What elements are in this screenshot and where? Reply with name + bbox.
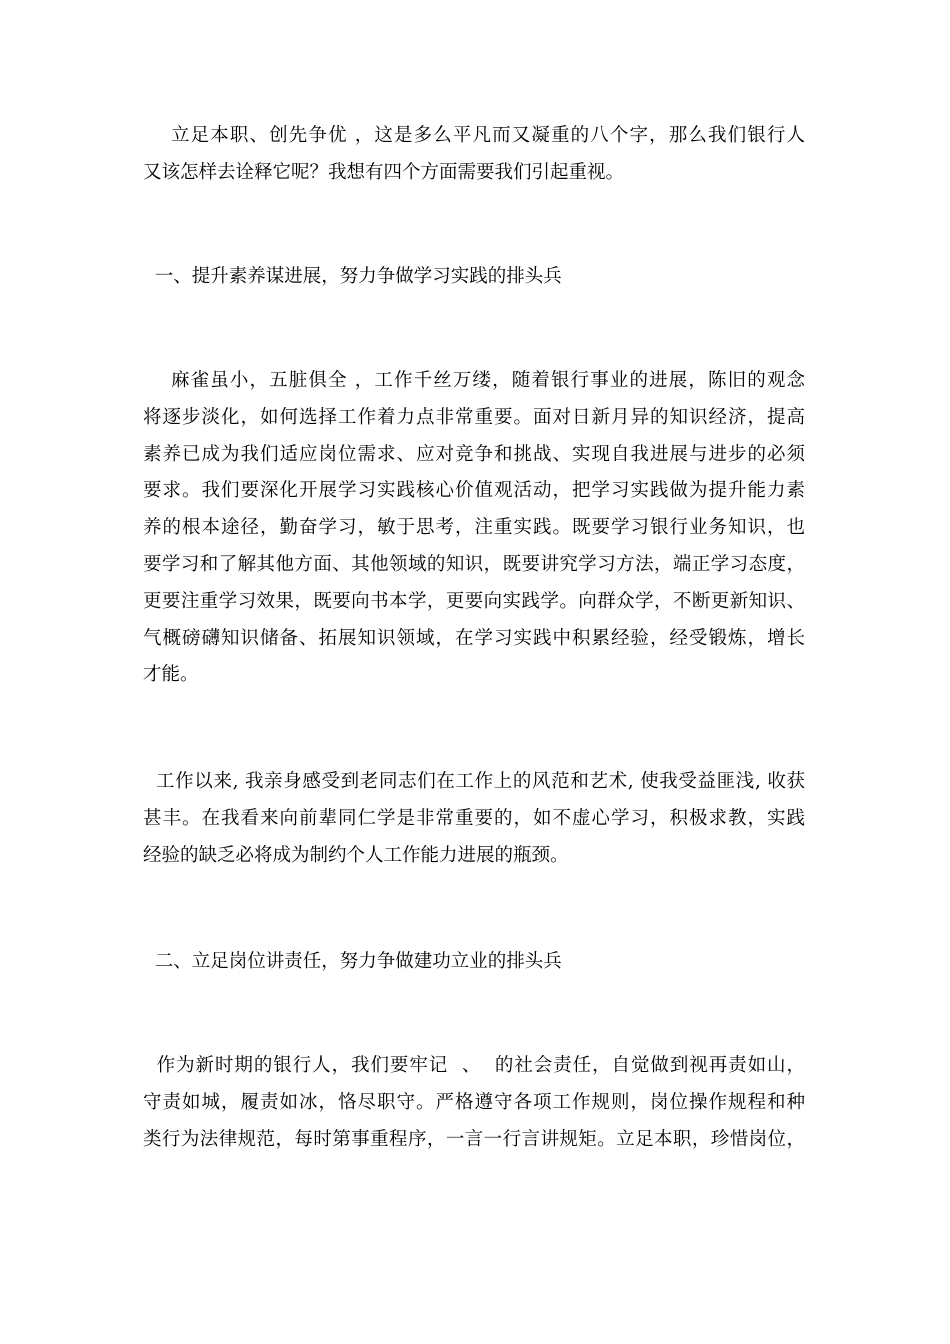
section2-paragraph-1 <box>143 1048 805 1158</box>
section2-heading <box>143 944 805 981</box>
section1-para1-line-3: 素养已成为我们适应岗位需求、应对竞争和挑战、实现自我进展与进步的必须 <box>143 443 805 465</box>
section1-paragraph-2 <box>143 764 805 874</box>
section1-para2-line-3: 经验的缺乏必将成为制约个人工作能力进展的瓶颈。 <box>143 844 569 866</box>
section1-para1-line-1: 麻雀虽小，五脏俱全 ，工作千丝万缕，随着银行事业的进展，陈旧的观念 <box>143 370 805 391</box>
section1-para1-line-9: 才能。 <box>143 664 199 686</box>
section1-para2-line-2: 甚丰。在我看来向前辈同仁学是非常重要的，如不虚心学习，积极求教，实践 <box>143 807 805 829</box>
section1-heading-text: 一、提升素养谋进展，努力争做学习实践的排头兵 <box>143 266 562 287</box>
section1-para1-line-2: 将逐步淡化，如何选择工作着力点非常重要。面对日新月异的知识经济，提高 <box>143 406 805 428</box>
section2-para1-line-3: 类行为法律规范，每时第事重程序，一言一行言讲规矩。立足本职，珍惜岗位， <box>143 1128 805 1150</box>
section1-para1-line-4: 要求。我们要深化开展学习实践核心价值观活动，把学习实践做为提升能力素 <box>143 480 805 502</box>
section1-heading <box>143 259 805 296</box>
section2-para1-line-1: 作为新时期的银行人，我们要牢记 、 的社会责任，自觉做到视再责如山， <box>143 1055 805 1076</box>
intro-paragraph <box>143 118 805 192</box>
section1-para1-line-7: 更要注重学习效果，既要向书本学，更要向实践学。向群众学，不断更新知识、 <box>143 590 805 612</box>
section2-heading-text: 二、立足岗位讲责任，努力争做建功立业的排头兵 <box>143 951 562 972</box>
section1-paragraph-1 <box>143 363 805 694</box>
section1-para2-line-1: 工作以来, 我亲身感受到老同志们在工作上的风范和艺术, 使我受益匪浅, 收获 <box>143 771 805 792</box>
section1-para1-line-5: 养的根本途径，勤奋学习，敏于思考，注重实践。既要学习银行业务知识，也 <box>143 517 805 539</box>
intro-line-2: 又该怎样去诠释它呢？我想有四个方面需要我们引起重视。 <box>143 161 625 183</box>
section1-para1-line-8: 气概磅礴知识储备、拓展知识领域，在学习实践中积累经验，经受锻炼，增长 <box>143 627 805 649</box>
section1-para1-line-6: 要学习和了解其他方面、其他领域的知识，既要讲究学习方法，端正学习态度， <box>143 553 805 575</box>
intro-line-1: 立足本职、创先争优 ，这是多么平凡而又凝重的八个字，那么我们银行人 <box>143 125 805 146</box>
section2-para1-line-2: 守责如城，履责如冰，恪尽职守。严格遵守各项工作规则，岗位操作规程和种 <box>143 1091 805 1113</box>
